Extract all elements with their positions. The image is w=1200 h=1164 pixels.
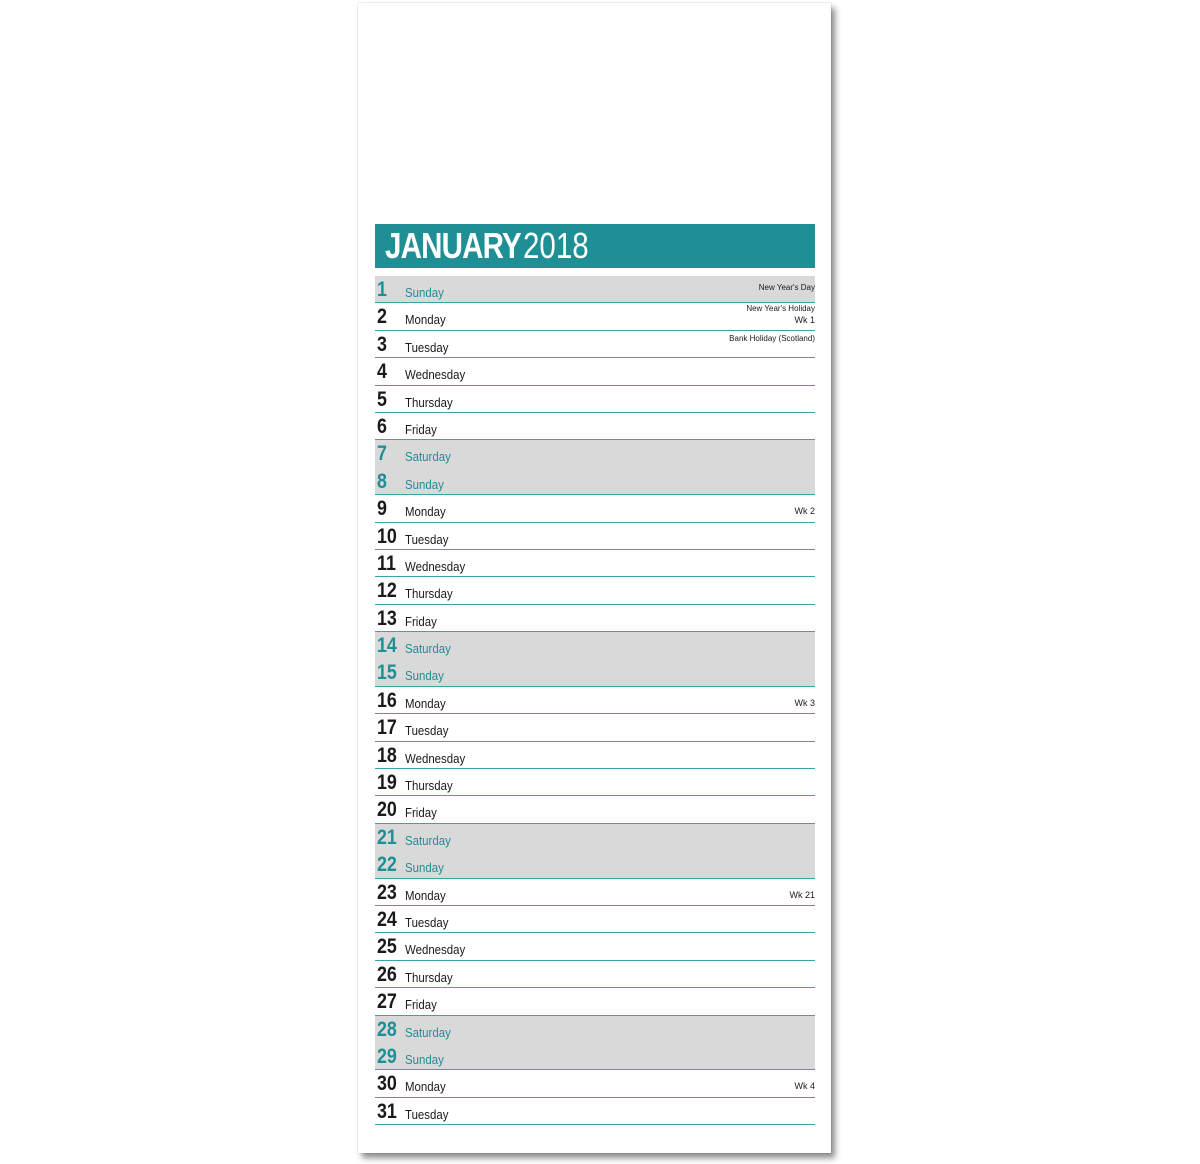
day-number: 13 xyxy=(377,606,397,630)
day-name: Friday xyxy=(405,805,437,821)
month-header xyxy=(375,224,815,272)
day-number: 27 xyxy=(377,990,397,1014)
day-name: Wednesday xyxy=(405,367,466,383)
day-number: 7 xyxy=(377,442,387,466)
day-row xyxy=(375,550,815,577)
week-number: Wk 4 xyxy=(794,1081,815,1092)
day-list xyxy=(375,276,815,1125)
day-row xyxy=(375,605,815,632)
day-number: 1 xyxy=(377,278,387,301)
day-number: 2 xyxy=(377,305,387,329)
day-name: Tuesday xyxy=(405,339,449,355)
day-row xyxy=(375,440,815,467)
day-number: 23 xyxy=(377,880,397,904)
day-name: Sunday xyxy=(405,860,444,876)
day-row xyxy=(375,303,815,330)
day-name: Thursday xyxy=(405,394,453,410)
day-name: Monday xyxy=(405,887,446,903)
day-number: 6 xyxy=(377,414,387,438)
day-number: 21 xyxy=(377,825,397,849)
day-number: 31 xyxy=(377,1099,397,1123)
day-row xyxy=(375,796,815,823)
day-name: Sunday xyxy=(405,476,444,492)
day-name: Sunday xyxy=(405,285,444,300)
day-name: Friday xyxy=(405,997,437,1013)
calendar-page xyxy=(358,3,831,1153)
day-name: Wednesday xyxy=(405,558,466,574)
holiday-note: New Year's Day xyxy=(758,283,815,292)
day-row xyxy=(375,386,815,413)
day-name: Thursday xyxy=(405,778,453,794)
day-number: 11 xyxy=(377,551,396,575)
day-row xyxy=(375,714,815,741)
day-number: 30 xyxy=(377,1072,397,1096)
day-name: Sunday xyxy=(405,1051,444,1067)
year-title: 2018 xyxy=(523,225,589,266)
week-number: Wk 3 xyxy=(794,697,815,708)
day-number: 10 xyxy=(377,524,397,548)
day-row xyxy=(375,851,815,878)
day-number: 5 xyxy=(377,387,387,411)
day-row xyxy=(375,933,815,960)
day-row xyxy=(375,1098,815,1125)
day-name: Monday xyxy=(405,504,446,520)
day-number: 28 xyxy=(377,1017,397,1041)
day-row xyxy=(375,769,815,796)
day-name: Wednesday xyxy=(405,942,466,958)
holiday-note: Bank Holiday (Scotland) xyxy=(729,333,815,343)
day-name: Tuesday xyxy=(405,723,449,739)
day-row xyxy=(375,577,815,604)
day-name: Tuesday xyxy=(405,531,449,547)
day-number: 22 xyxy=(377,853,397,877)
day-row xyxy=(375,523,815,550)
day-name: Wednesday xyxy=(405,750,466,766)
day-row xyxy=(375,659,815,686)
day-row xyxy=(375,906,815,933)
day-name: Monday xyxy=(405,1079,446,1095)
day-number: 20 xyxy=(377,798,397,822)
day-number: 14 xyxy=(377,634,397,658)
day-row xyxy=(375,276,815,303)
day-number: 15 xyxy=(377,661,397,685)
day-name: Saturday xyxy=(405,449,451,465)
day-number: 26 xyxy=(377,962,397,986)
day-number: 12 xyxy=(377,579,397,603)
day-row xyxy=(375,988,815,1015)
day-row xyxy=(375,358,815,385)
day-row xyxy=(375,879,815,906)
day-name: Thursday xyxy=(405,969,453,985)
day-name: Saturday xyxy=(405,1024,451,1040)
day-name: Tuesday xyxy=(405,1106,449,1122)
day-name: Tuesday xyxy=(405,914,449,930)
day-row xyxy=(375,742,815,769)
day-row xyxy=(375,824,815,851)
month-title: JANUARY xyxy=(385,225,521,266)
day-row xyxy=(375,495,815,522)
day-number: 19 xyxy=(377,771,397,795)
day-number: 18 xyxy=(377,743,397,767)
day-name: Saturday xyxy=(405,641,451,657)
day-row xyxy=(375,1070,815,1097)
day-number: 29 xyxy=(377,1044,397,1068)
day-name: Saturday xyxy=(405,832,451,848)
day-name: Thursday xyxy=(405,586,453,602)
day-number: 9 xyxy=(377,497,387,521)
day-row xyxy=(375,632,815,659)
day-name: Sunday xyxy=(405,668,444,684)
day-name: Friday xyxy=(405,613,437,629)
day-row xyxy=(375,687,815,714)
day-number: 17 xyxy=(377,716,397,740)
day-row xyxy=(375,1016,815,1043)
week-number: Wk 1 xyxy=(794,315,815,326)
day-row xyxy=(375,331,815,358)
day-number: 24 xyxy=(377,907,397,931)
day-row xyxy=(375,413,815,440)
day-number: 16 xyxy=(377,688,397,712)
day-row xyxy=(375,1043,815,1070)
day-number: 8 xyxy=(377,469,387,493)
week-number: Wk 21 xyxy=(789,889,815,900)
day-row xyxy=(375,468,815,495)
day-row xyxy=(375,961,815,988)
day-name: Friday xyxy=(405,421,437,437)
day-name: Monday xyxy=(405,312,446,328)
day-number: 4 xyxy=(377,360,387,384)
day-number: 25 xyxy=(377,935,397,959)
day-name: Monday xyxy=(405,695,446,711)
day-number: 3 xyxy=(377,332,387,356)
week-number: Wk 2 xyxy=(794,506,815,517)
holiday-note: New Year's Holiday xyxy=(746,304,815,314)
